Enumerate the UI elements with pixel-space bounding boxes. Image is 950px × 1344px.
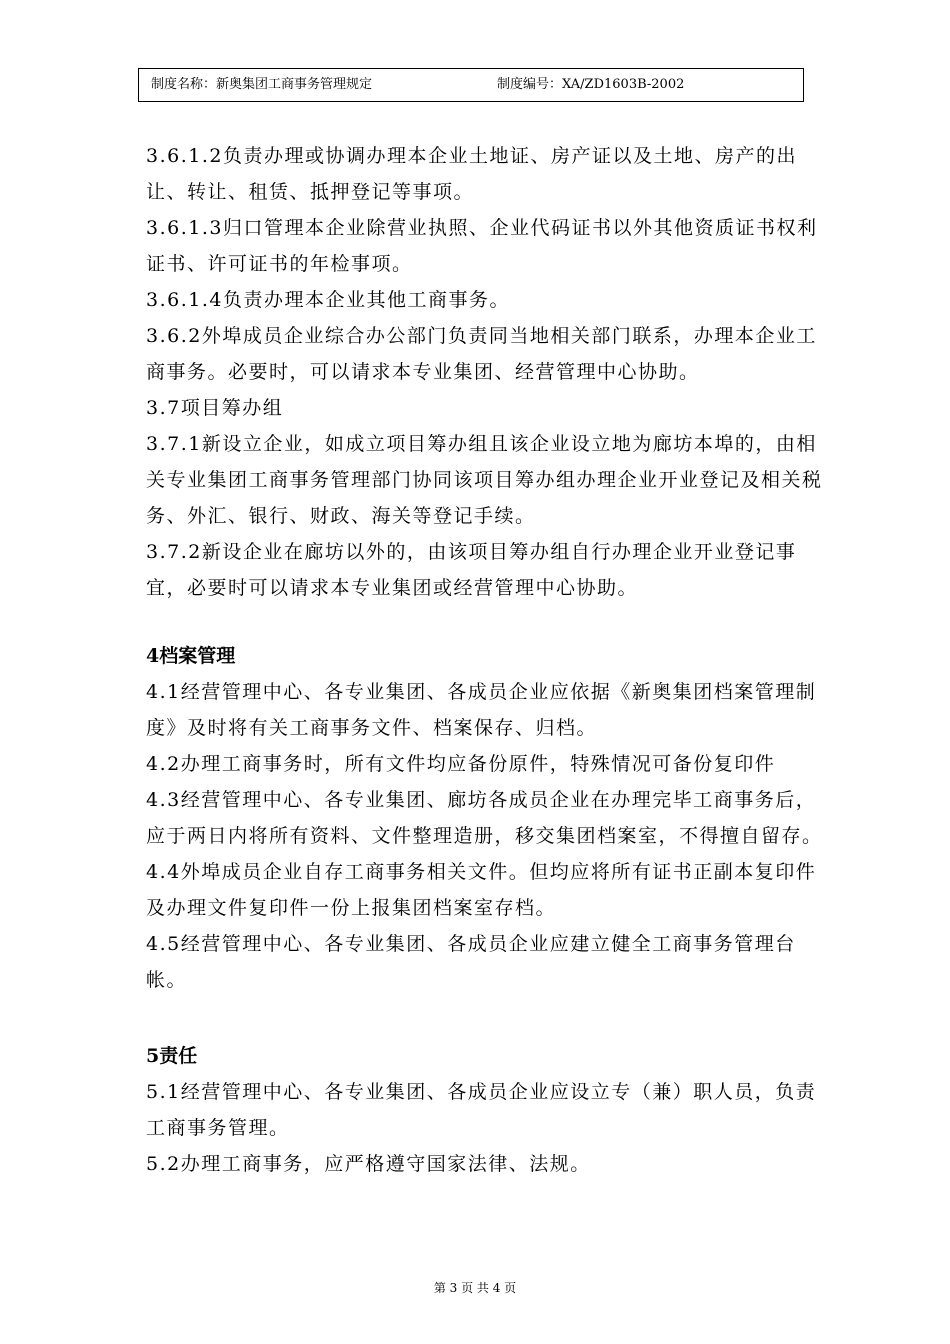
clause-4-2: 4.2办理工商事务时，所有文件均应备份原件，特殊情况可备份复印件 — [146, 753, 776, 775]
clause-4-3: 4.3经营管理中心、各专业集团、廊坊各成员企业在办理完毕工商事务后，应于两日内将所有资料、文件整理造册，移交集团档案室，不得擅自留存。 — [146, 789, 823, 847]
clause-4-4: 4.4外埠成员企业自存工商事务相关文件。但均应将所有证书正副本复印件及办理文件复印件一份上报集团档案室存档。 — [146, 861, 817, 919]
section-4-heading: 4档案管理 — [146, 645, 236, 667]
document-body — [146, 138, 836, 1182]
clause-3-7-2: 3.7.2新设企业在廊坊以外的，由该项目筹办组自行办理企业开业登记事宜，必要时可以请求本专业集团或经营管理中心协助。 — [146, 541, 797, 599]
clause-3-7: 3.7项目筹办组 — [146, 397, 284, 419]
clause-5-1: 5.1经营管理中心、各专业集团、各成员企业应设立专（兼）职人员，负责工商事务管理。 — [146, 1081, 817, 1139]
page-header — [138, 68, 804, 102]
regulation-code: 制度编号：XA/ZD1603B-2002 — [497, 77, 685, 92]
page-footer: 第 3 页 共 4 页 — [433, 1281, 517, 1295]
clause-3-7-1: 3.7.1新设立企业，如成立项目筹办组且该企业设立地为廊坊本埠的，由相关专业集团工商事务管理部门协同该项目筹办组办理企业开业登记及相关税务、外汇、银行、财政、海关等登记手续。 — [146, 433, 823, 527]
clause-4-5: 4.5经营管理中心、各专业集团、各成员企业应建立健全工商事务管理台帐。 — [146, 933, 796, 991]
clause-4-1: 4.1经营管理中心、各专业集团、各成员企业应依据《新奥集团档案管理制度》及时将有关工商事务文件、档案保存、归档。 — [146, 681, 817, 739]
clause-5-2: 5.2办理工商事务，应严格遵守国家法律、法规。 — [146, 1153, 591, 1175]
clause-3-6-1-3: 3.6.1.3归口管理本企业除营业执照、企业代码证书以外其他资质证书权利证书、许可证书的年检事项。 — [146, 217, 818, 275]
regulation-name: 制度名称：新奥集团工商事务管理规定 — [151, 77, 373, 92]
clause-3-6-1-2: 3.6.1.2负责办理或协调办理本企业土地证、房产证以及土地、房产的出让、转让、租赁、抵押登记等事项。 — [146, 145, 797, 203]
clause-3-6-1-4: 3.6.1.4负责办理本企业其他工商事务。 — [146, 289, 510, 311]
clause-3-6-2: 3.6.2外埠成员企业综合办公部门负责同当地相关部门联系，办理本企业工商事务。必要时，可以请求本专业集团、经营管理中心协助。 — [146, 325, 817, 383]
section-5-heading: 5责任 — [146, 1045, 198, 1067]
